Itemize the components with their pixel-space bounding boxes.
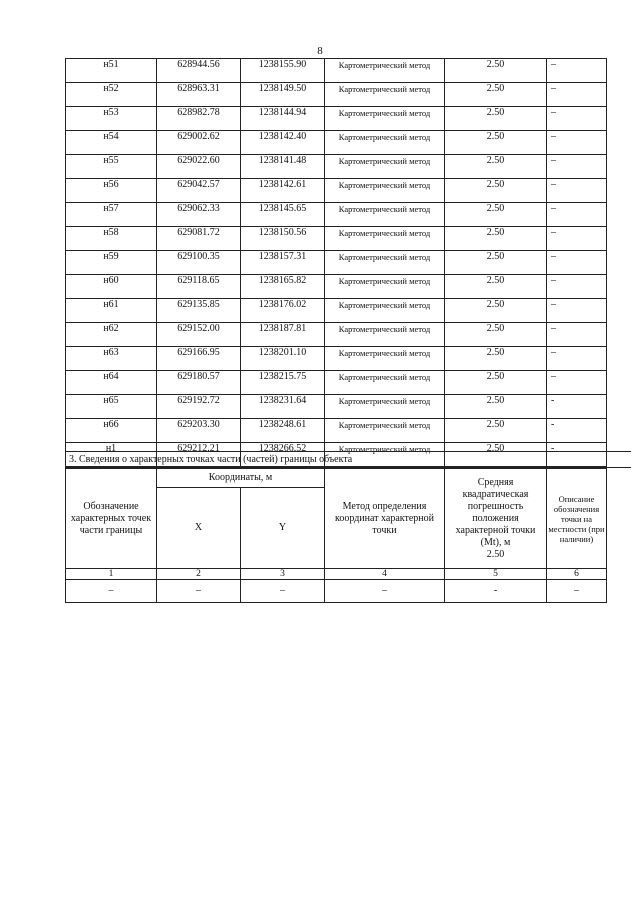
point-method: Картометрический метод <box>325 155 445 179</box>
point-y: 1238231.64 <box>241 395 325 419</box>
empty-cell: – <box>157 580 241 603</box>
section-title: 3. Сведения о характерных точках части (частей) границы объекта <box>65 451 631 468</box>
point-y: 1238149.50 <box>241 83 325 107</box>
point-method: Картометрический метод <box>325 395 445 419</box>
point-error: 2.50 <box>445 227 547 251</box>
table-row <box>66 323 607 347</box>
header-error-value: 2.50 <box>486 548 505 560</box>
point-x: 629192.72 <box>157 395 241 419</box>
table-row <box>66 347 607 371</box>
header-method: Метод определения координат характерной точки <box>325 469 445 569</box>
point-y: 1238266.52 <box>241 443 325 467</box>
point-method: Картометрический метод <box>325 227 445 251</box>
point-y: 1238187.81 <box>241 323 325 347</box>
header-error <box>445 469 547 569</box>
point-name: н61 <box>66 299 157 323</box>
point-y: 1238141.48 <box>241 155 325 179</box>
column-number: 2 <box>157 569 241 580</box>
point-description: – <box>547 59 607 83</box>
point-error: 2.50 <box>445 83 547 107</box>
point-name: н57 <box>66 203 157 227</box>
table-row <box>66 299 607 323</box>
point-description: – <box>547 131 607 155</box>
point-description: – <box>547 371 607 395</box>
point-description: - <box>547 395 607 419</box>
point-method: Картометрический метод <box>325 299 445 323</box>
point-x: 629002.62 <box>157 131 241 155</box>
point-error: 2.50 <box>445 251 547 275</box>
point-method: Картометрический метод <box>325 371 445 395</box>
point-name: н1 <box>66 443 157 467</box>
point-x: 628944.56 <box>157 59 241 83</box>
point-description: – <box>547 107 607 131</box>
empty-cell: - <box>445 580 547 603</box>
point-y: 1238150.56 <box>241 227 325 251</box>
point-method: Картометрический метод <box>325 251 445 275</box>
point-error: 2.50 <box>445 131 547 155</box>
empty-cell: – <box>325 580 445 603</box>
point-description: – <box>547 275 607 299</box>
point-description: - <box>547 419 607 443</box>
column-number: 5 <box>445 569 547 580</box>
point-description: – <box>547 227 607 251</box>
point-x: 629180.57 <box>157 371 241 395</box>
point-error: 2.50 <box>445 155 547 179</box>
table-row <box>66 371 607 395</box>
point-description: – <box>547 347 607 371</box>
header-designation: Обозначение характерных точек части границы <box>66 469 157 569</box>
point-name: н58 <box>66 227 157 251</box>
point-name: н56 <box>66 179 157 203</box>
point-description: – <box>547 155 607 179</box>
table-row <box>66 107 607 131</box>
point-y: 1238144.94 <box>241 107 325 131</box>
empty-cell: – <box>547 580 607 603</box>
point-y: 1238201.10 <box>241 347 325 371</box>
table-row <box>66 251 607 275</box>
point-method: Картометрический метод <box>325 419 445 443</box>
point-y: 1238176.02 <box>241 299 325 323</box>
point-x: 629166.95 <box>157 347 241 371</box>
table-row <box>66 203 607 227</box>
point-name: н65 <box>66 395 157 419</box>
header-coordinates: Координаты, м <box>157 469 325 488</box>
part-boundary-points-table <box>65 468 607 603</box>
point-description: – <box>547 179 607 203</box>
point-x: 629118.65 <box>157 275 241 299</box>
point-name: н55 <box>66 155 157 179</box>
boundary-points-table <box>65 58 607 467</box>
point-error: 2.50 <box>445 275 547 299</box>
column-number: 4 <box>325 569 445 580</box>
point-error: 2.50 <box>445 203 547 227</box>
point-method: Картометрический метод <box>325 275 445 299</box>
column-number: 1 <box>66 569 157 580</box>
point-error: 2.50 <box>445 59 547 83</box>
point-x: 629100.35 <box>157 251 241 275</box>
table-row <box>66 131 607 155</box>
point-method: Картометрический метод <box>325 83 445 107</box>
point-error: 2.50 <box>445 347 547 371</box>
point-name: н62 <box>66 323 157 347</box>
point-name: н52 <box>66 83 157 107</box>
page-number: 8 <box>317 45 323 57</box>
point-y: 1238215.75 <box>241 371 325 395</box>
header-x: X <box>157 488 241 569</box>
point-name: н59 <box>66 251 157 275</box>
point-x: 629152.00 <box>157 323 241 347</box>
point-description: – <box>547 203 607 227</box>
point-x: 628963.31 <box>157 83 241 107</box>
point-name: н60 <box>66 275 157 299</box>
point-error: 2.50 <box>445 299 547 323</box>
point-description: - <box>547 443 607 467</box>
table-row <box>66 227 607 251</box>
point-name: н63 <box>66 347 157 371</box>
point-error: 2.50 <box>445 443 547 467</box>
point-error: 2.50 <box>445 371 547 395</box>
point-x: 628982.78 <box>157 107 241 131</box>
table-row <box>66 395 607 419</box>
point-name: н54 <box>66 131 157 155</box>
header-y: Y <box>241 488 325 569</box>
point-y: 1238142.61 <box>241 179 325 203</box>
column-number: 3 <box>241 569 325 580</box>
point-error: 2.50 <box>445 323 547 347</box>
table-row <box>66 419 607 443</box>
point-x: 629022.60 <box>157 155 241 179</box>
point-error: 2.50 <box>445 179 547 203</box>
point-method: Картометрический метод <box>325 131 445 155</box>
header-error-label: Средняя квадратическая погрешность положения характерной точки (Mt), м <box>455 476 536 548</box>
point-x: 629203.30 <box>157 419 241 443</box>
table-row <box>66 155 607 179</box>
point-description: – <box>547 323 607 347</box>
empty-cell: – <box>66 580 157 603</box>
point-x: 629081.72 <box>157 227 241 251</box>
point-method: Картометрический метод <box>325 179 445 203</box>
point-x: 629062.33 <box>157 203 241 227</box>
point-y: 1238157.31 <box>241 251 325 275</box>
table-row <box>66 59 607 83</box>
point-error: 2.50 <box>445 107 547 131</box>
point-method: Картометрический метод <box>325 107 445 131</box>
point-name: н51 <box>66 59 157 83</box>
point-method: Картометрический метод <box>325 323 445 347</box>
point-y: 1238145.65 <box>241 203 325 227</box>
point-method: Картометрический метод <box>325 347 445 371</box>
point-x: 629212.21 <box>157 443 241 467</box>
table-row <box>66 83 607 107</box>
point-y: 1238248.61 <box>241 419 325 443</box>
table-row <box>66 275 607 299</box>
point-name: н64 <box>66 371 157 395</box>
point-description: – <box>547 251 607 275</box>
point-y: 1238155.90 <box>241 59 325 83</box>
point-name: н53 <box>66 107 157 131</box>
point-description: – <box>547 299 607 323</box>
point-method: Картометрический метод <box>325 443 445 467</box>
point-description: – <box>547 83 607 107</box>
table-row <box>66 179 607 203</box>
point-name: н66 <box>66 419 157 443</box>
point-y: 1238165.82 <box>241 275 325 299</box>
header-description: Описание обозначения точки на местности (при наличии) <box>547 469 607 569</box>
point-x: 629042.57 <box>157 179 241 203</box>
column-number: 6 <box>547 569 607 580</box>
point-y: 1238142.40 <box>241 131 325 155</box>
empty-cell: – <box>241 580 325 603</box>
point-x: 629135.85 <box>157 299 241 323</box>
point-method: Картометрический метод <box>325 59 445 83</box>
point-method: Картометрический метод <box>325 203 445 227</box>
point-error: 2.50 <box>445 419 547 443</box>
point-error: 2.50 <box>445 395 547 419</box>
